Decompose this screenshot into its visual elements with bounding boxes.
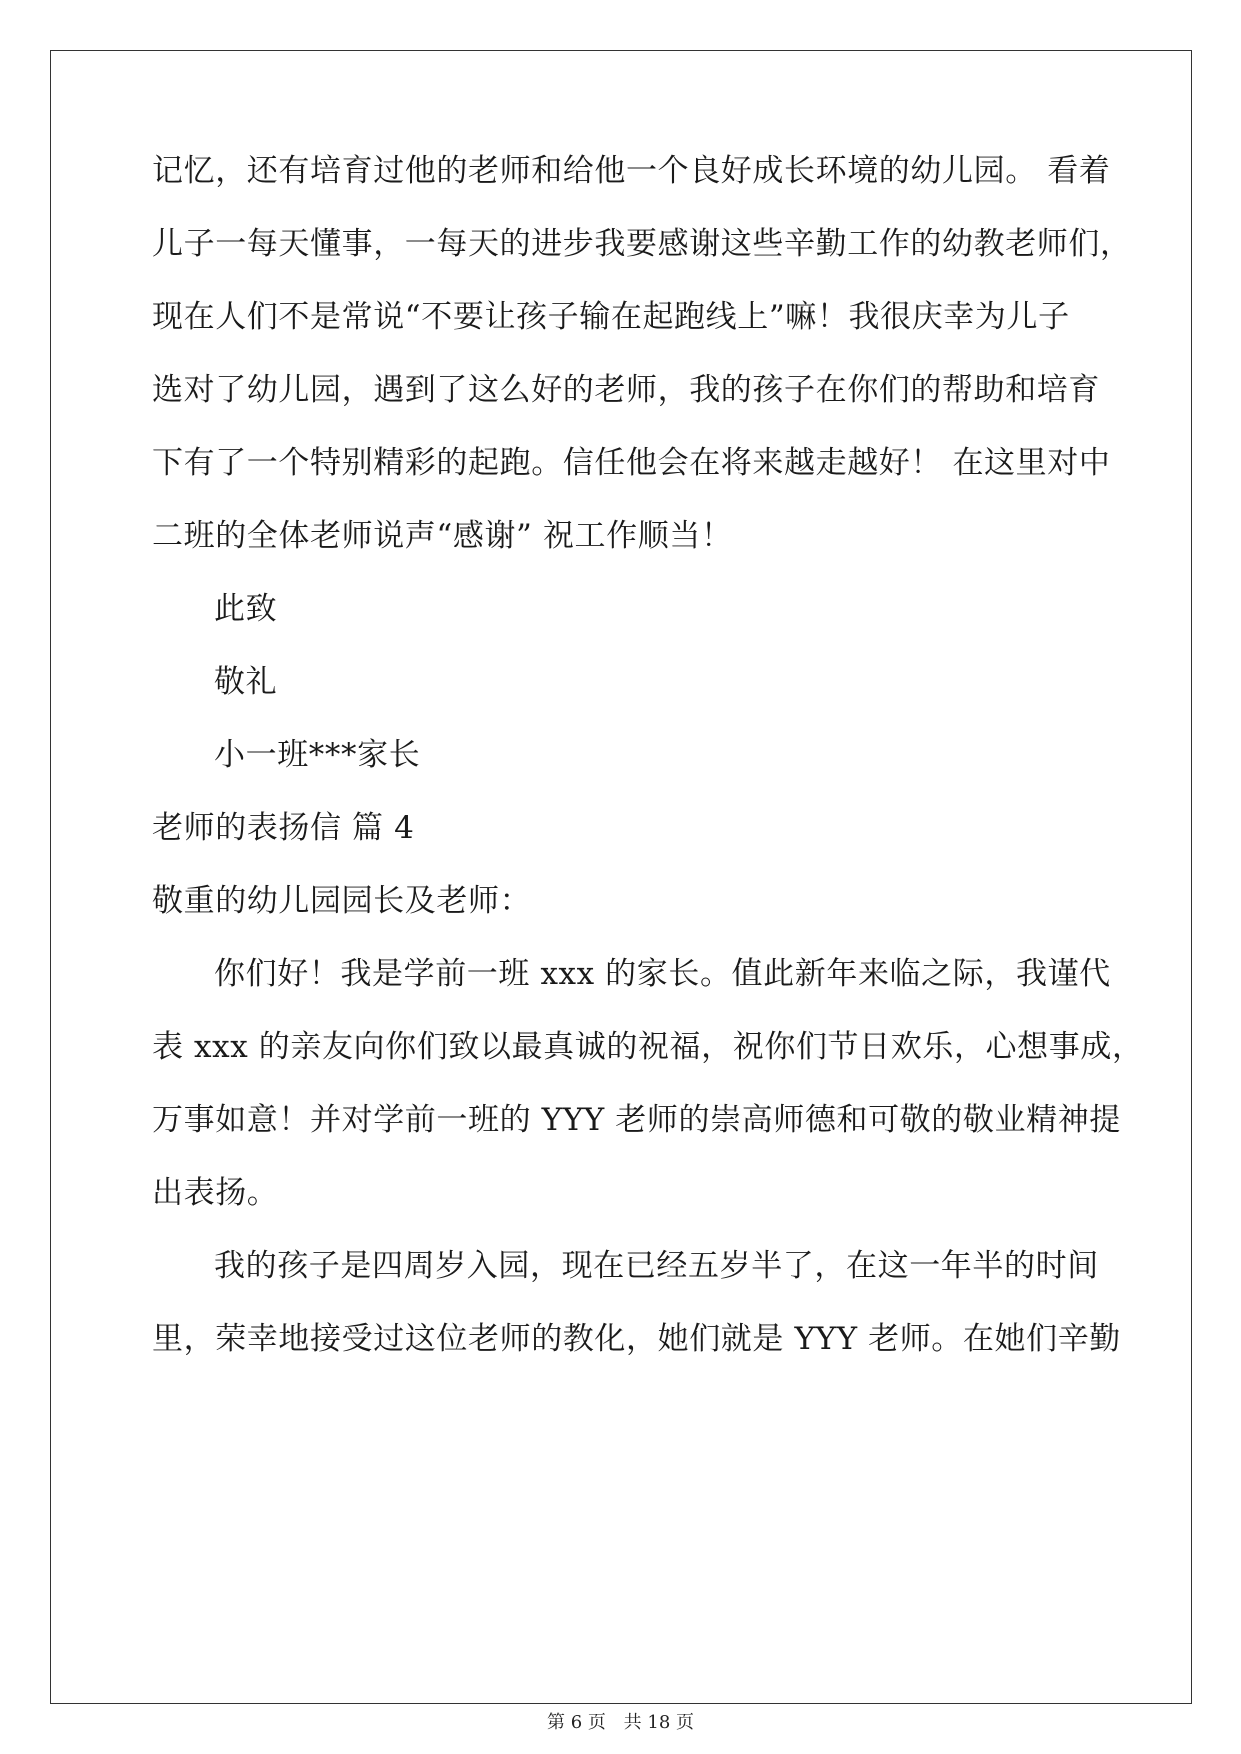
paragraph-line: 选对了幼儿园，遇到了这么好的老师，我的孩子在你们的帮助和培育 <box>152 372 1100 408</box>
paragraph-line: 儿子一每天懂事，一每天的进步我要感谢这些辛勤工作的幼教老师们， <box>152 226 1132 262</box>
paragraph-line: 下有了一个特别精彩的起跑。信任他会在将来越走越好！ 在这里对中 <box>152 445 1111 481</box>
paragraph-line: 万事如意！并对学前一班的 YYY 老师的崇高师德和可敬的敬业精神提 <box>152 1102 1121 1138</box>
closing-regards: 敬礼 <box>214 664 278 700</box>
signature: 小一班***家长 <box>214 737 421 773</box>
paragraph-line: 里，荣幸地接受过这位老师的教化，她们就是 YYY 老师。在她们辛勤 <box>152 1321 1121 1357</box>
page-footer <box>0 1712 1241 1734</box>
page-count: 共 18 页 <box>623 1712 694 1733</box>
paragraph-line: 二班的全体老师说声“感谢” 祝工作顺当！ <box>152 518 733 554</box>
paragraph-line: 记忆，还有培育过他的老师和给他一个良好成长环境的幼儿园。 看着 <box>152 153 1111 189</box>
paragraph-line: 表 xxx 的亲友向你们致以最真诚的祝福，祝你们节日欢乐，心想事成， <box>152 1029 1144 1065</box>
page-number: 第 6 页 <box>547 1712 606 1733</box>
closing-salutation: 此致 <box>214 591 278 627</box>
paragraph-line: 现在人们不是常说“不要让孩子输在起跑线上”嘛！我很庆幸为儿子 <box>152 299 1070 335</box>
paragraph-line: 出表扬。 <box>152 1175 279 1211</box>
greeting: 敬重的幼儿园园长及老师： <box>152 883 532 919</box>
paragraph-line: 我的孩子是四周岁入园，现在已经五岁半了，在这一年半的时间 <box>214 1248 1099 1284</box>
paragraph-line: 你们好！我是学前一班 xxx 的家长。值此新年来临之际，我谨代 <box>214 956 1111 992</box>
section-heading: 老师的表扬信 篇 4 <box>152 810 415 846</box>
